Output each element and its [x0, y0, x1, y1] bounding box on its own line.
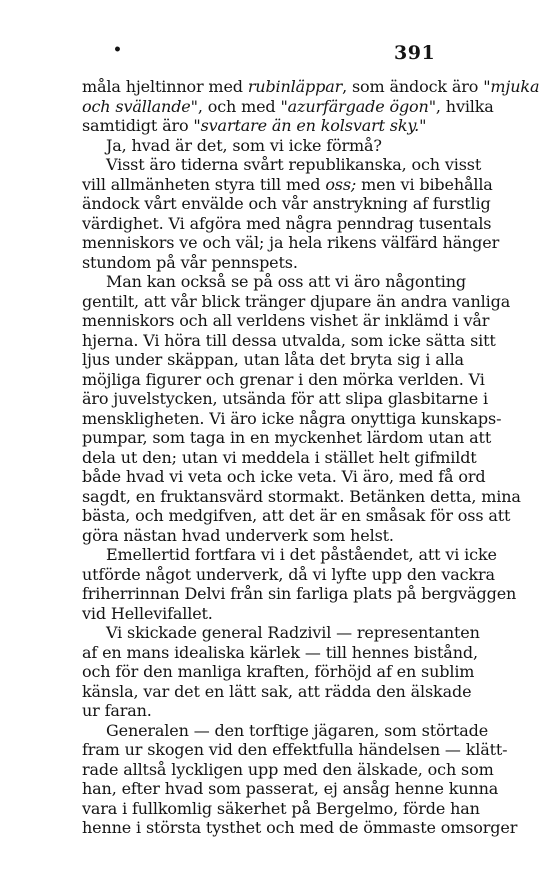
text-line: menskligheten. Vi äro icke några onyttiga kunskaps-	[82, 408, 502, 428]
text-run: men vi bibehålla	[356, 174, 493, 194]
text-line: och för den manliga kraften, förhöjd af en sublim	[82, 662, 475, 681]
text-line	[82, 116, 461, 136]
paragraph-start: Man kan också se på oss att vi äro någonting	[106, 272, 466, 291]
text-line: ur faran.	[82, 701, 152, 720]
paragraph-start: Vi skickade general Radzivil — representanten	[106, 623, 480, 642]
text-line: både hvad vi veta och icke veta. Vi äro, med få ord	[82, 467, 486, 486]
text-line: fram ur skogen vid den effektfulla händelsen — klätt-	[82, 740, 508, 759]
text-line: möjliga figurer och grenar i den mörka verlden. Vi	[82, 369, 485, 389]
italic-run: svartare än en kolsvart sky.	[200, 116, 420, 135]
text-line: stundom på vår pennspets.	[82, 252, 298, 272]
text-line: af en mans idealiska kärlek — till hennes bistånd,	[82, 642, 478, 662]
text-line: ändock vårt envälde och vår anstrykning af furstlig	[82, 194, 491, 213]
text-run: samtidigt äro "	[82, 116, 201, 135]
text-line	[82, 77, 539, 97]
printer-mark: •	[113, 42, 122, 58]
italic-run: azurfärgade ögon	[287, 96, 429, 116]
text-run: "	[419, 116, 427, 135]
text-line: rade alltså lyckligen upp med den älskade, och som	[82, 759, 494, 779]
text-line: känsla, var det en lätt sak, att rädda den älskade	[82, 681, 472, 701]
text-line: gentilt, att vår blick tränger djupare än andra vanliga	[82, 291, 511, 311]
text-run: vill allmänheten styra till med	[82, 174, 326, 194]
text-line	[82, 174, 493, 195]
body-text	[82, 77, 539, 838]
text-line: han, efter hvad som passerat, ej ansåg henne kunna	[82, 779, 499, 798]
text-run: ", och med "	[190, 96, 288, 116]
text-line: ljus under skäppan, utan låta det bryta sig i alla	[82, 350, 464, 369]
text-line: friherrinnan Delvi från sin farliga plats på bergväggen	[82, 584, 517, 603]
paragraph-start: Emellertid fortfara vi i det påståendet, att vi icke	[106, 545, 497, 564]
text-line: värdighet. Vi afgöra med några penndrag tusentals	[82, 213, 492, 233]
text-line: pumpar, som taga in en myckenhet lärdom utan att	[82, 428, 492, 447]
text-line: göra nästan hvad underverk som helst.	[82, 525, 394, 545]
italic-run: "mjuka	[483, 77, 539, 96]
text-line	[82, 96, 494, 117]
italic-run: oss;	[325, 174, 357, 194]
paragraph-start: Ja, hvad är det, som vi icke förmå?	[106, 135, 382, 155]
text-line: menniskors ve och väl; ja hela rikens välfärd hänger	[82, 233, 500, 252]
page-number: 391	[394, 42, 436, 64]
text-line: vid Hellevifallet.	[82, 603, 213, 623]
text-line: vara i fullkomlig säkerhet på Bergelmo, förde han	[82, 798, 480, 818]
text-run: ", hvilka	[428, 96, 494, 116]
text-line: dela ut den; utan vi meddela i stället helt gifmildt	[82, 447, 477, 467]
italic-run: rubinläppar	[247, 77, 343, 96]
text-line: bästa, och medgifven, att det är en småsak för oss att	[82, 506, 511, 525]
text-line: äro juvelstycken, utsända för att slipa glasbitarne i	[82, 389, 488, 408]
italic-run: och svällande	[82, 96, 191, 116]
text-line: sagdt, en fruktansvärd stormakt. Betänken detta, mina	[82, 486, 521, 506]
text-line: hjerna. Vi höra till dessa utvalda, som icke sätta sitt	[82, 330, 496, 350]
text-line: henne i största tysthet och med de ömmaste omsorger	[82, 818, 518, 837]
paragraph-start: Generalen — den torftige jägaren, som störtade	[106, 720, 489, 740]
text-run: måla hjeltinnor med	[82, 77, 248, 96]
page-header	[0, 40, 520, 64]
text-line: utförde något underverk, då vi lyfte upp den vackra	[82, 564, 495, 584]
paragraph-start: Visst äro tiderna svårt republikanska, och visst	[106, 155, 482, 174]
text-run: , som ändock äro	[342, 77, 484, 96]
text-line: menniskors och all verldens vishet är inklämd i vår	[82, 311, 490, 330]
